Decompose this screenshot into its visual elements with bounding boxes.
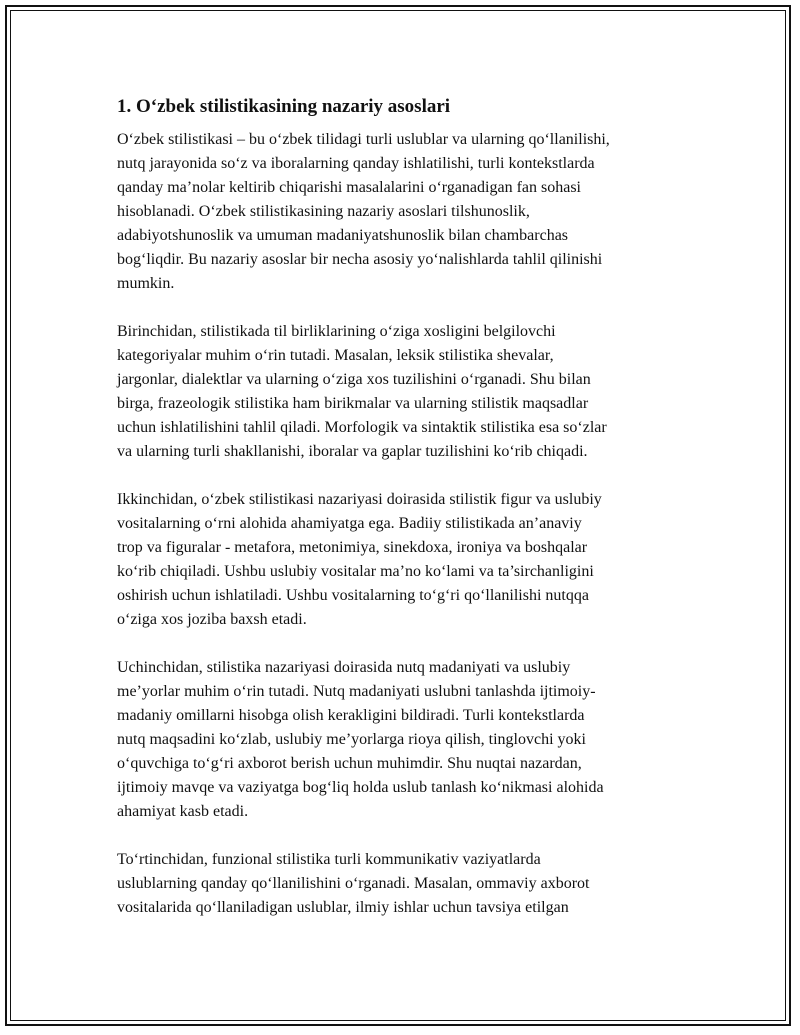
text-line: Uchinchidan, stilistika nazariyasi doirasida nutq madaniyati va uslubiy xyxy=(117,659,571,676)
text-line: Ikkinchidan, o‘zbek stilistikasi nazariyasi doirasida stilistik figur va uslubiy xyxy=(117,491,602,508)
text-line: o‘quvchiga to‘g‘ri axborot berish uchun muhimdir. Shu nuqtai nazardan, xyxy=(117,755,582,772)
text-line: bog‘liqdir. Bu nazariy asoslar bir necha asosiy yo‘nalishlarda tahlil qilinishi xyxy=(117,251,603,268)
text-line: oshirish uchun ishlatiladi. Ushbu vositalarning to‘g‘ri qo‘llanilishi nutqqa xyxy=(117,587,589,604)
text-line: uslublarning qanday qo‘llanilishini o‘rganadi. Masalan, ommaviy axborot xyxy=(117,875,590,892)
paragraph-2 xyxy=(117,320,691,464)
text-line: hisoblanadi. O‘zbek stilistikasining nazariy asoslari tilshunoslik, xyxy=(117,203,530,220)
text-line: jargonlar, dialektlar va ularning o‘ziga xos tuzilishini o‘rganadi. Shu bilan xyxy=(117,371,591,388)
text-line: uchun ishlatilishini tahlil qiladi. Morfologik va sintaktik stilistika esa so‘zlar xyxy=(117,419,607,436)
text-line: ko‘rib chiqiladi. Ushbu uslubiy vositalar ma’no ko‘lami va ta’sirchanligini xyxy=(117,563,594,580)
text-line: va ularning turli shakllanishi, iboralar va gaplar tuzilishini ko‘rib chiqadi. xyxy=(117,443,588,460)
text-line: ijtimoiy mavqe va vaziyatga bog‘liq holda uslub tanlash ko‘nikmasi alohida xyxy=(117,779,604,796)
text-line: O‘zbek stilistikasi – bu o‘zbek tilidagi turli uslublar va ularning qo‘llanilishi, xyxy=(117,131,610,148)
text-line: vositalarning o‘rni alohida ahamiyatga ega. Badiiy stilistikada an’anaviy xyxy=(117,515,582,532)
text-line: Birinchidan, stilistikada til birliklarining o‘ziga xosligini belgilovchi xyxy=(117,323,556,340)
document-body xyxy=(117,94,691,944)
text-line: o‘ziga xos joziba baxsh etadi. xyxy=(117,611,307,628)
text-line: adabiyotshunoslik va umuman madaniyatshunoslik bilan chambarchas xyxy=(117,227,569,244)
text-line: kategoriyalar muhim o‘rin tutadi. Masalan, leksik stilistika shevalar, xyxy=(117,347,554,364)
text-line: nutq jarayonida so‘z va iboralarning qanday ishlatilishi, turli kontekstlarda xyxy=(117,155,595,172)
text-line: madaniy omillarni hisobga olish kerakligini bildiradi. Turli kontekstlarda xyxy=(117,707,585,724)
section-heading: 1. O‘zbek stilistikasining nazariy asoslari xyxy=(117,96,451,117)
text-line: To‘rtinchidan, funzional stilistika turli kommunikativ vaziyatlarda xyxy=(117,851,541,868)
text-line: mumkin. xyxy=(117,275,175,292)
text-line: trop va figuralar - metafora, metonimiya, sinekdoxa, ironiya va boshqalar xyxy=(117,539,588,556)
paragraph-1 xyxy=(117,128,691,296)
text-line: ahamiyat kasb etadi. xyxy=(117,803,249,820)
text-line: qanday ma’nolar keltirib chiqarishi masalalarini o‘rganadigan fan sohasi xyxy=(117,179,581,196)
text-line: birga, frazeologik stilistika ham birikmalar va ularning stilistik maqsadlar xyxy=(117,395,589,412)
text-line: me’yorlar muhim o‘rin tutadi. Nutq madaniyati uslubni tanlashda ijtimoiy- xyxy=(117,683,596,700)
text-line: vositalarida qo‘llaniladigan uslublar, ilmiy ishlar uchun tavsiya etilgan xyxy=(117,899,569,916)
paragraph-4 xyxy=(117,656,691,824)
paragraph-5 xyxy=(117,848,691,920)
text-line: nutq maqsadini ko‘zlab, uslubiy me’yorlarga rioya qilish, tinglovchi yoki xyxy=(117,731,586,748)
paragraph-3 xyxy=(117,488,691,632)
